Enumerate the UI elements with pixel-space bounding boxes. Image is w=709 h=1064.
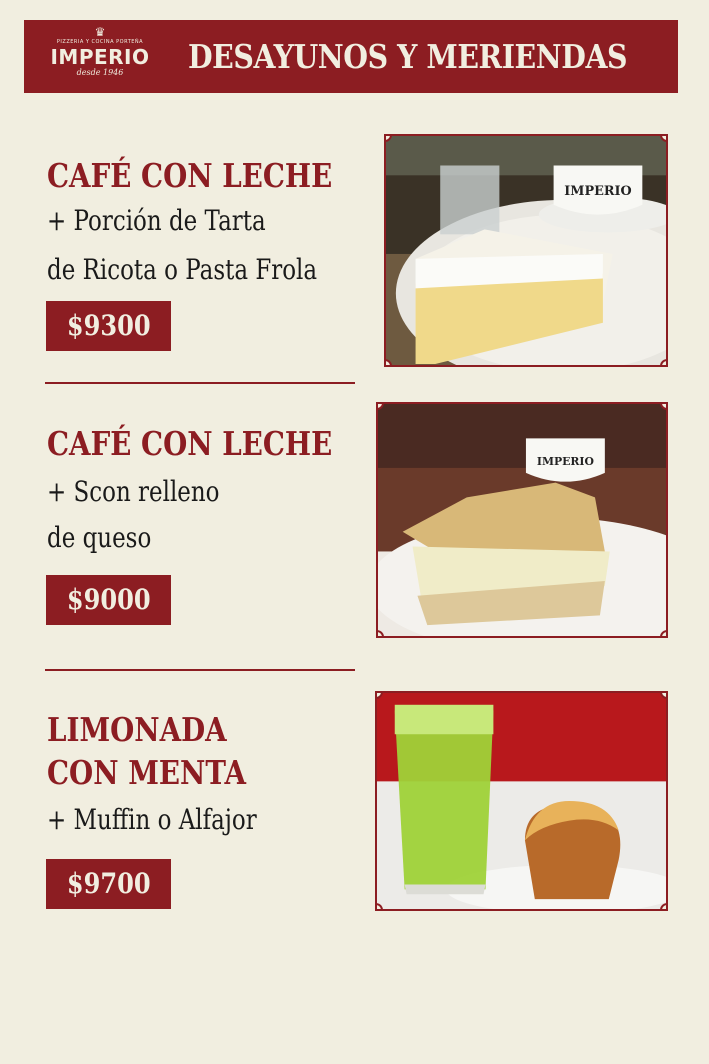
item-1-desc-line2: de Ricota o Pasta Frola bbox=[47, 253, 318, 286]
item-1-price: $9300 bbox=[46, 301, 171, 351]
logo-since: desde 1946 bbox=[76, 68, 124, 77]
lemonade-muffin-photo-icon bbox=[375, 691, 668, 911]
item-2-price: $9000 bbox=[46, 575, 171, 625]
header-banner bbox=[24, 20, 678, 93]
item-1-desc-line1: + Porción de Tarta bbox=[47, 204, 266, 237]
svg-text:IMPERIO: IMPERIO bbox=[536, 454, 594, 468]
logo-tagline: PIZZERIA Y COCINA PORTEÑA bbox=[56, 39, 144, 45]
item-2-title: CAFÉ CON LECHE bbox=[47, 424, 333, 463]
page-title: DESAYUNOS Y MERIENDAS bbox=[188, 37, 628, 76]
item-2-desc-line2: de queso bbox=[47, 521, 152, 554]
divider-1 bbox=[45, 382, 355, 384]
scone-photo-icon bbox=[376, 402, 668, 638]
item-2-desc-line1: + Scon relleno bbox=[47, 475, 220, 508]
item-3-title-line2: CON MENTA bbox=[47, 753, 246, 792]
svg-text:IMPERIO: IMPERIO bbox=[564, 183, 632, 199]
item-3-title-line1: LIMONADA bbox=[47, 710, 227, 749]
item-3-price: $9700 bbox=[46, 859, 171, 909]
crown-icon: ♛ bbox=[94, 25, 106, 39]
logo-brand: IMPERIO bbox=[50, 45, 150, 69]
item-1-title: CAFÉ CON LECHE bbox=[47, 156, 333, 195]
imperio-logo[interactable] bbox=[38, 24, 162, 90]
ricotta-tart-photo-icon bbox=[384, 134, 668, 367]
item-3-desc-line1: + Muffin o Alfajor bbox=[47, 803, 257, 836]
divider-2 bbox=[45, 669, 355, 671]
